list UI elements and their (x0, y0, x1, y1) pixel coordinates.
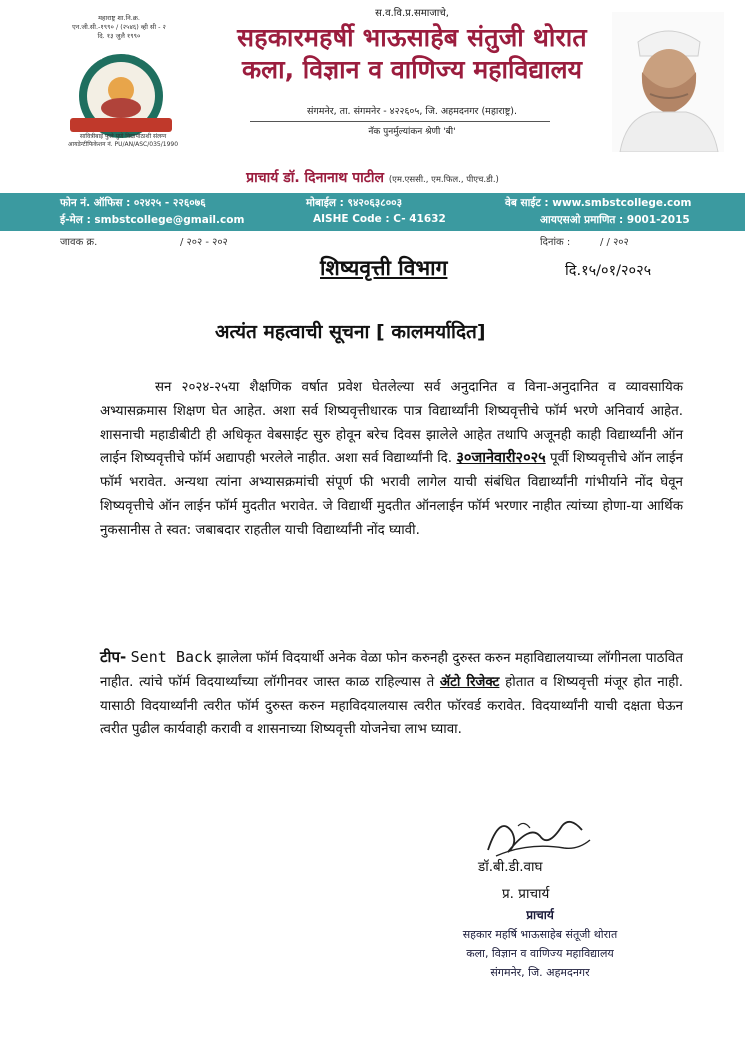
college-name-line1: सहकारमहर्षी भाऊसाहेब संतुजी थोरात (237, 23, 587, 52)
notice-paragraph-1: सन २०२४-२५या शैक्षणिक वर्षात प्रवेश घेतलेल्या सर्व अनुदानित व विना-अनुदानित व व्यावसायिक अभ्यासक्रमास शिक्षण घेत आहेत. अशा सर्व शिष्यवृत्तीधारक पात्र विद्यार्थ्यांनी शिष्यवृत्तीचे फॉर्म भरणे अनिवार्य आहेत. शासनाची महाडीबीटी ही अधिकृत वेबसाईट सुरु होवून बरेच दिवस झालेले आहेत तथापि अजूनही काही विद्यार्थ्यांनी ऑन लाईन शिष्यवृत्तीचे फॉर्म अद्यापही भरलेले नाहीत. अशा सर्व विद्यार्थ्यांनी दि. ३०जानेवारी२०२५ पूर्वी शिष्यवृत्तीचे ऑन लाईन फॉर्म भरावेत. अन्यथा त्यांना अभ्यासक्रमांची संपूर्ण फी भरावी लागेल याची संबंधित विद्यार्थ्यांनी गांभीर्याने नोंद घेवून शिष्यवृत्तीचे ऑन लाईन फॉर्म मुदतीत भरावेत. जे विद्यार्थी मुदतीत ऑनलाईन फॉर्म भरणार नाहीत त्यांच्या होणा-या आर्थिक नुकसानीस ते स्वत: जबाबदार राहतील याची विद्यार्थ्यांनी नोंद घ्यावी. (100, 380, 683, 538)
mobile-number: मोबाईल : ९४२०६३८००३ (306, 197, 403, 209)
signatory-title: प्र. प्राचार्य (502, 886, 550, 902)
divider (250, 121, 550, 122)
signatory-name: डॉ.बी.डी.वाघ (478, 859, 543, 875)
notice-date: दि.१५/०१/२०२५ (565, 263, 652, 279)
reference-row (0, 234, 745, 250)
date-blank: / / २०२ (600, 237, 629, 248)
aishe-code: AISHE Code : C- 41632 (313, 213, 446, 225)
college-logo (62, 52, 180, 142)
stamp-line-2: सहकार महर्षि भाऊसाहेब संतूजी थोरात (462, 928, 618, 941)
contact-bar (0, 193, 745, 231)
date-label: दिनांक : (540, 237, 571, 248)
registration-info: महाराष्ट्र शा.नि.क्र. एन.जी.सी.-१९९० / (२५४६) व्ही सी - २ दि. १३ जुलै १९९० (72, 14, 166, 40)
stamp-line-3: कला, विज्ञान व वाणिज्य महाविद्यालय (466, 947, 614, 960)
handwritten-signature (478, 806, 598, 864)
notice-title: अत्यंत महत्वाची सूचना [ कालमर्यादित] (215, 321, 486, 343)
stamp-line-4: संगमनेर, जि. अहमदनगर (490, 966, 590, 979)
stamp-line-1: प्राचार्य (526, 908, 554, 922)
letterhead (0, 0, 745, 163)
principal-line (0, 163, 745, 195)
website: वेब साईट : www.smbstcollege.com (505, 197, 692, 209)
iso-certification: आयएसओ प्रमाणित : 9001-2015 (540, 214, 690, 226)
outward-label: जावक क्र. (60, 237, 98, 248)
notice-tip-paragraph: टीप- Sent Back झालेला फॉर्म विदयार्थी अनेक वेळा फोन करुनही दुरुस्त करुन महाविद्यालयाच्या लॉगीनला पाठवित नाहीत. त्यांचे फॉर्म विदयार्थ्यांच्या लॉगीनवर जास्त काळ राहिल्यास ते ॲटो रिजेक्ट होतात व शिष्यवृत्ती मंजूर होत नाही. यासाठी विदयार्थ्यांनी त्वरीत फॉर्म दुरुस्त करुन महाविदयालयास त्वरीत फॉरवर्ड करावेत. विदयार्थ्यांनी याची दक्षता घेऊन त्वरीत पुढील कार्यवाही करावी व शासनाच्या शिष्यवृत्ती योजनेचा लाभ घ्यावा. (100, 648, 683, 738)
deadline-date: ३०जानेवारी२०२५ (456, 450, 546, 467)
sent-back-term: Sent Back (130, 648, 213, 666)
principal-band (0, 163, 745, 193)
affiliation-info: सावित्रीबाई फुले पुणे विद्यापीठाशी संलग्न आयडेन्टीफिकेशन नं. PU/AN/ASC/035/1990 (67, 133, 179, 148)
principal-name: प्राचार्य डॉ. दिनानाथ पाटील (246, 170, 384, 186)
college-address: संगमनेर, ता. संगमनेर - ४२२६०५, जि. अहमदनगर (महाराष्ट्र). (307, 106, 517, 117)
founder-portrait (612, 12, 724, 152)
department-title: शिष्यवृत्ती विभाग (320, 256, 448, 280)
naac-grade: नॅक पुनर्मुल्यांकन श्रेणी 'बी' (368, 127, 456, 137)
email: ई-मेल : smbstcollege@gmail.com (60, 214, 245, 226)
tip-label: टीप- (100, 648, 127, 666)
principal-qualifications: (एम.एससी., एम.फिल., पीएच.डी.) (388, 175, 499, 185)
college-name-line2: कला, विज्ञान व वाणिज्य महाविद्यालय (241, 55, 583, 84)
phone-number: फोन नं. ऑफिस : ०२४२५ - २२६०७६ (60, 197, 206, 209)
society-name: स.व.वि.प्र.समाजाचे, (375, 8, 449, 19)
auto-reject-term: ॲटो रिजेक्ट (439, 674, 500, 690)
official-stamp (420, 906, 660, 982)
outward-number: / २०२ - २०२ (180, 237, 228, 248)
